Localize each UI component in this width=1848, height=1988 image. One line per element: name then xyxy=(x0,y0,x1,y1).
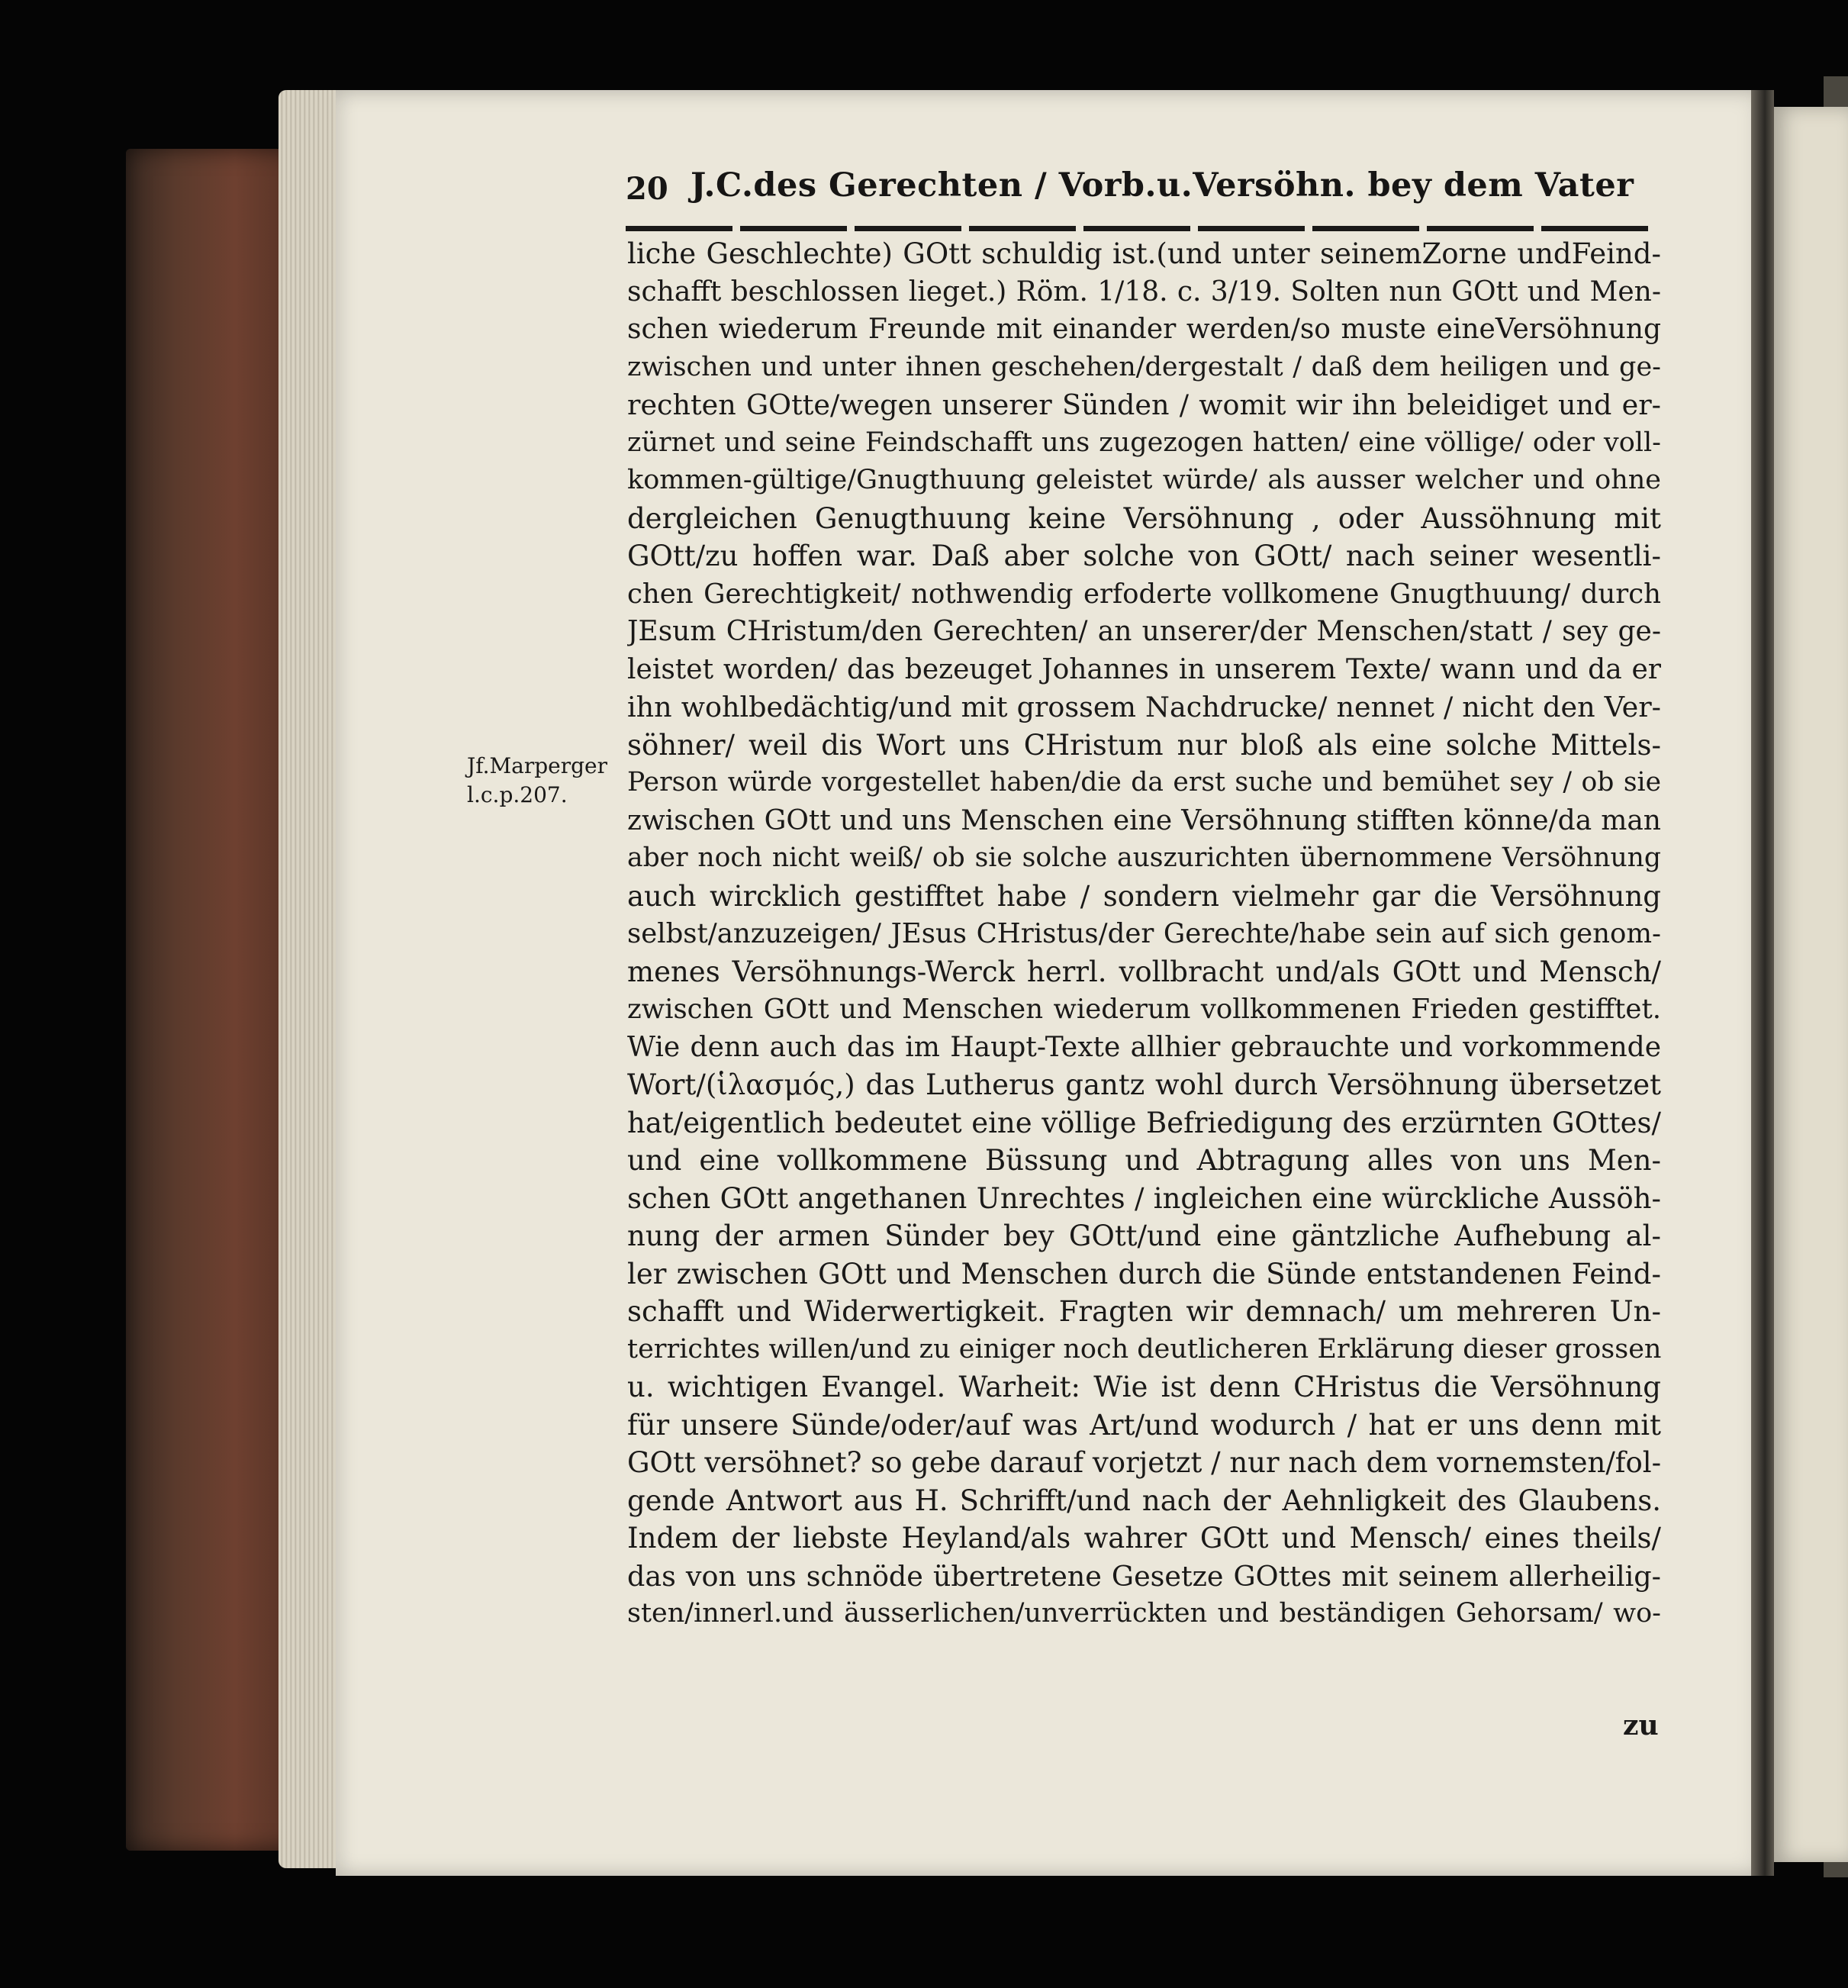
text-line: zwischen und unter ihnen geschehen/dergestalt / daß dem heiligen und ge- xyxy=(627,351,1661,382)
text-line: schafft beschlossen lieget.) Röm. 1/18. c. 3/19. Solten nun GOtt und Men- xyxy=(627,275,1661,308)
text-line: dergleichen Genugthuung keine Versöhnung , oder Aussöhnung mit xyxy=(627,501,1661,535)
running-head xyxy=(626,166,1652,212)
page-number: 20 xyxy=(626,171,668,207)
text-line: nung der armen Sünder bey GOtt/und eine gäntzliche Aufhebung al- xyxy=(627,1220,1661,1252)
text-line: selbst/anzuzeigen/ JEsus CHristus/der Gerechte/habe sein auf sich genom- xyxy=(627,918,1661,949)
text-line: chen Gerechtigkeit/ nothwendig erfoderte vollkomene Gnugthuung/ durch xyxy=(627,578,1661,610)
text-line: zwischen GOtt und Menschen wiederum vollkommenen Frieden gestifftet. xyxy=(627,994,1661,1025)
text-line: und eine vollkommene Büssung und Abtragung alles von uns Men- xyxy=(627,1144,1661,1177)
catchword: zu xyxy=(1623,1709,1659,1742)
text-line: terrichtes willen/und zu einiger noch deutlicheren Erklärung dieser grossen xyxy=(627,1333,1661,1365)
text-line: menes Versöhnungs-Werck herrl. vollbracht und/als GOtt und Mensch/ xyxy=(627,955,1661,988)
text-line: kommen-gültige/Gnugthuung geleistet würde/ als ausser welcher und ohne xyxy=(627,465,1661,495)
book-gutter xyxy=(1751,90,1774,1876)
text-line: söhner/ weil dis Wort uns CHristum nur bloß als eine solche Mittels- xyxy=(627,728,1661,762)
text-line: Wort/(ἱλασμός,) das Lutherus gantz wohl durch Versöhnung übersetzet xyxy=(627,1068,1661,1101)
text-line: Wie denn auch das im Haupt-Texte allhier gebrauchte und vorkommende xyxy=(627,1031,1661,1063)
text-line: GOtt/zu hoffen war. Daß aber solche von GOtt/ nach seiner wesentli- xyxy=(627,540,1661,572)
text-line: schen GOtt angethanen Unrechtes / ingleichen eine würckliche Aussöh- xyxy=(627,1181,1661,1215)
text-line: zwischen GOtt und uns Menschen eine Versöhnung stifften könne/da man xyxy=(627,804,1661,836)
text-line: liche Geschlechte) GOtt schuldig ist.(und unter seinemZorne undFeind- xyxy=(627,237,1661,270)
margin-note xyxy=(467,752,607,810)
text-line: ler zwischen GOtt und Menschen durch die Sünde entstandenen Feind- xyxy=(627,1257,1661,1290)
text-line: gende Antwort aus H. Schrifft/und nach der Aehnligkeit des Glaubens. xyxy=(627,1484,1661,1517)
running-title: J.C.des Gerechten / Vorb.u.Versöhn. bey dem Vater xyxy=(691,166,1634,205)
text-line: JEsum CHristum/den Gerechten/ an unserer/der Menschen/statt / sey ge- xyxy=(627,616,1661,647)
text-line: ihn wohlbedächtig/und mit grossem Nachdrucke/ nennet / nicht den Ver- xyxy=(627,691,1661,723)
body-text xyxy=(627,235,1661,1633)
text-line: leistet worden/ das bezeuget Johannes in unserem Texte/ wann und da er xyxy=(627,653,1661,685)
header-rule xyxy=(626,226,1656,231)
text-line: schafft und Widerwertigkeit. Fragten wir demnach/ um mehreren Un- xyxy=(627,1295,1661,1328)
text-line: Indem der liebste Heyland/als wahrer GOtt und Mensch/ eines theils/ xyxy=(627,1522,1661,1555)
margin-note-line: l.c.p.207. xyxy=(467,782,568,807)
text-line: GOtt versöhnet? so gebe darauf vorjetzt / nur nach dem vornemsten/fol- xyxy=(627,1446,1661,1479)
margin-note-line: Jf.Marperger xyxy=(467,753,607,778)
facing-page xyxy=(1774,107,1848,1862)
text-line: Person würde vorgestellet haben/die da erst suche und bemühet sey / ob sie xyxy=(627,767,1661,797)
text-line: für unsere Sünde/oder/auf was Art/und wodurch / hat er uns denn mit xyxy=(627,1408,1661,1442)
text-line: u. wichtigen Evangel. Warheit: Wie ist denn CHristus die Versöhnung xyxy=(627,1371,1661,1403)
text-line: das von uns schnöde übertretene Gesetze GOttes mit seinem allerheilig- xyxy=(627,1559,1661,1593)
text-line: aber noch nicht weiß/ ob sie solche auszurichten übernommene Versöhnung xyxy=(627,843,1661,873)
text-line: auch wircklich gestifftet habe / sondern vielmehr gar die Versöhnung xyxy=(627,879,1661,913)
text-line: rechten GOtte/wegen unserer Sünden / womit wir ihn beleidiget und er- xyxy=(627,388,1661,421)
text-line: hat/eigentlich bedeutet eine völlige Befriedigung des erzürnten GOttes/ xyxy=(627,1106,1661,1139)
text-line: sten/innerl.und äusserlichen/unverrückten und beständigen Gehorsam/ wo- xyxy=(627,1598,1661,1629)
text-line: schen wiederum Freunde mit einander werden/so muste eineVersöhnung xyxy=(627,314,1661,345)
text-line: zürnet und seine Feindschafft uns zugezogen hatten/ eine völlige/ oder voll- xyxy=(627,427,1661,458)
